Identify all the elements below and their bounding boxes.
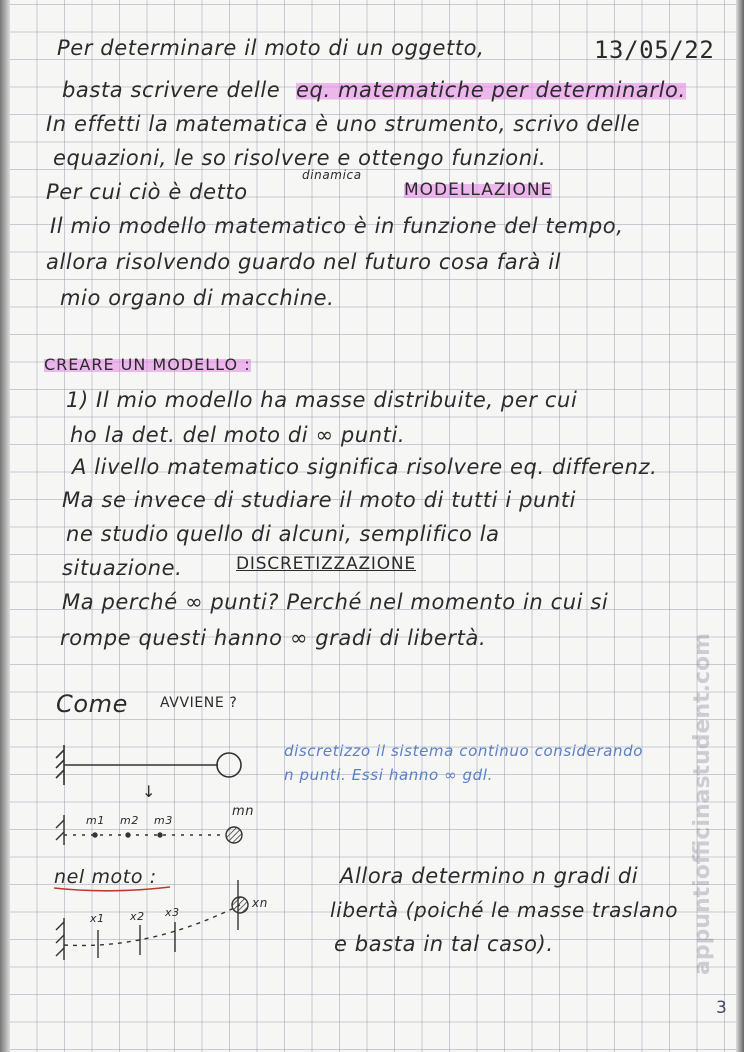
text-line-8: mio organo di macchine. [60,286,335,310]
discretizzazione-keyword: DISCRETIZZAZIONE [236,554,416,574]
coord-label-2: x2 [130,910,145,923]
section-line-2: ho la det. del moto di ∞ punti. [70,423,406,447]
date-label: 13/05/22 [594,36,715,64]
discretized-diagram [56,815,242,845]
text-line-7: allora risolvendo guardo nel futuro cosa farà il [46,250,562,274]
mass-label-3: m3 [154,814,173,827]
text-line-2a: basta scrivere delle [62,78,281,102]
section-title: CREARE UN MODELLO : [44,355,251,374]
coord-label-1: x1 [90,912,105,925]
section-line-8: rompe questi hanno ∞ gradi di libertà. [60,626,487,650]
section-line-4: Ma se invece di studiare il moto di tutti i punti [62,488,577,512]
mass-label-1: m1 [86,814,105,827]
question-word-come: Come [56,690,128,718]
mass-label-n: mn [232,804,255,819]
section-line-6: situazione. [62,556,183,580]
question-word-avviene: AVVIENE ? [160,695,238,711]
section-line-5: ne studio quello di alcuni, semplifico la [66,522,500,546]
coord-label-3: x3 [165,906,180,919]
blue-note-line-2: n punti. Essi hanno ∞ gdl. [284,766,493,784]
blue-note-line-1: discretizzo il sistema continuo considerando [284,742,644,760]
conclusion-line-3: e basta in tal caso). [334,932,554,956]
mass-point-3 [158,833,162,837]
text-line-4: equazioni, le so risolvere e ottengo funzioni. [53,146,547,170]
text-line-3: In effetti la matematica è uno strumento, scrivo delle [46,112,641,136]
modellazione-keyword: MODELLAZIONE [404,180,553,200]
motion-diagram [56,880,248,960]
section-line-7: Ma perché ∞ punti? Perché nel momento in cui si [62,590,609,614]
end-mass-circle [217,753,241,777]
coord-label-n: xn [252,896,268,910]
mass-point-2 [126,833,130,837]
annotation-dinamica: dinamica [302,168,362,182]
section-line-1: 1) Il mio modello ha masse distribuite, per cui [66,388,578,412]
page-number: 3 [716,998,727,1018]
mass-point-1 [93,833,97,837]
motion-label: nel moto : [54,866,157,888]
text-line-5: Per cui ciò è detto [46,180,248,204]
section-line-3: A livello matematico significa risolvere eq. differenz. [72,455,658,479]
mass-label-2: m2 [120,814,139,827]
mass-point-n [226,827,242,843]
text-line-1: Per determinare il moto di un oggetto, [57,36,485,60]
text-line-2b-highlighted: eq. matematiche per determinarlo. [296,78,686,102]
moving-mass-n [232,897,248,913]
conclusion-line-2: libertà (poiché le masse traslano [330,898,679,922]
text-line-6: Il mio modello matematico è in funzione del tempo, [50,214,624,238]
conclusion-line-1: Allora determino n gradi di [340,864,639,888]
continuous-beam-diagram [56,745,241,785]
down-arrow-glyph: ↓ [142,782,157,801]
watermark-text: appuntiofficinastudent.com [690,632,715,975]
